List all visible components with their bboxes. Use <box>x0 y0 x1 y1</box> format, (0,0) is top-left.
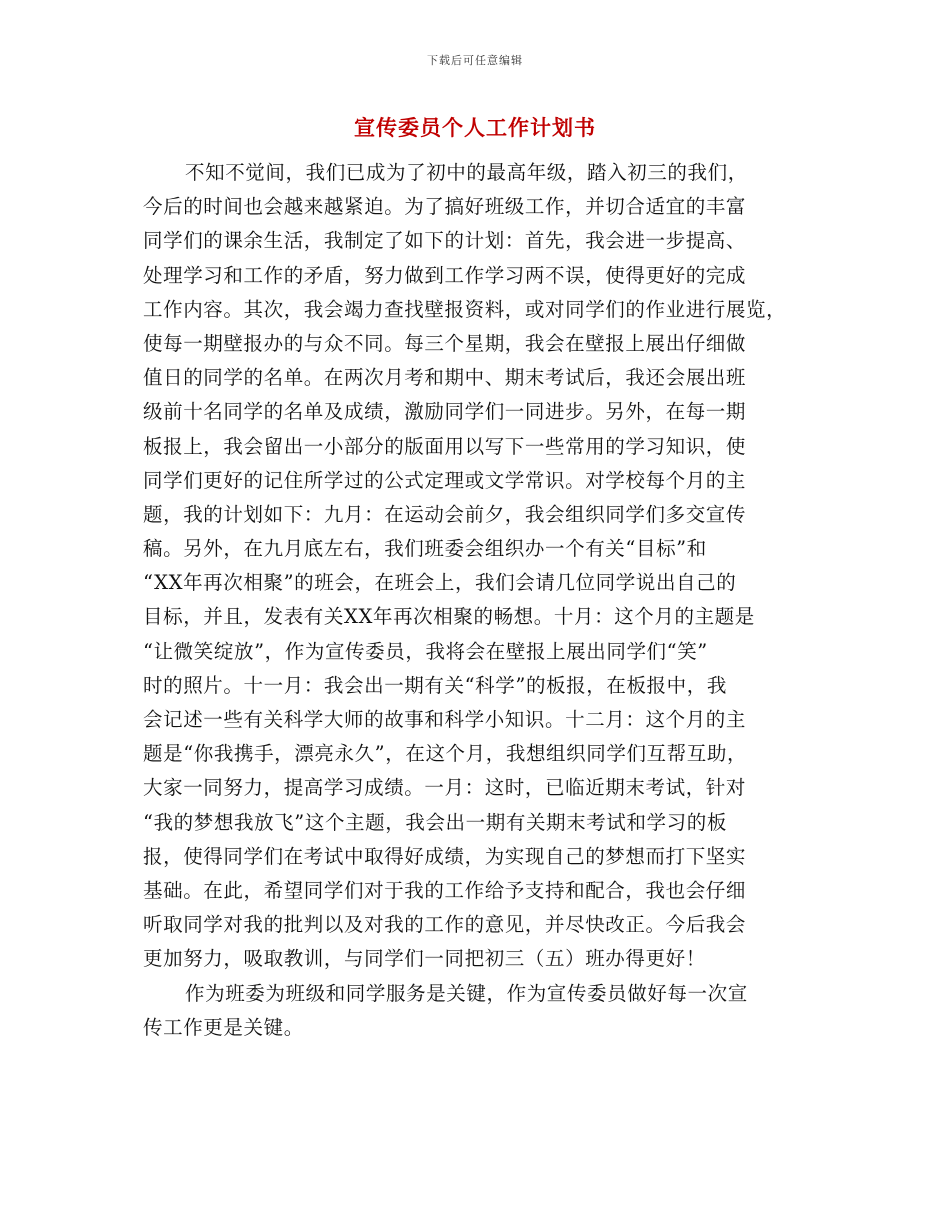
paragraph-1-line: 报，使得同学们在考试中取得好成绩，为实现自己的梦想而打下坚实 <box>143 844 747 868</box>
paragraph-1-line: 基础。在此，希望同学们对于我的工作给予支持和配合，我也会仔细 <box>143 878 747 902</box>
paragraph-2-line: 作为班委为班级和同学服务是关键，作为宣传委员做好每一次宣 <box>185 981 748 1005</box>
paragraph-1-line: 板报上，我会留出一小部分的版面用以写下一些常用的学习知识，使 <box>143 434 747 458</box>
paragraph-1-line: 时的照片。十一月：我会出一期有关“科学”的板报，在板报中，我 <box>143 673 727 697</box>
paragraph-1-line: 稿。另外，在九月底左右，我们班委会组织办一个有关“目标”和 <box>143 537 707 561</box>
paragraph-1-line: 值日的同学的名单。在两次月考和期中、期末考试后，我还会展出班 <box>143 366 747 390</box>
paragraph-1-line: 听取同学对我的批判以及对我的工作的意见，并尽快改正。今后我会 <box>143 913 747 937</box>
paragraph-1-line: 工作内容。其次，我会竭力查找壁报资料，或对同学们的作业进行展览， <box>143 297 787 321</box>
document-title: 宣传委员个人工作计划书 <box>354 115 596 140</box>
paragraph-1-line: 题，我的计划如下：九月：在运动会前夕，我会组织同学们多交宣传 <box>143 502 747 526</box>
paragraph-1-line: 使每一期壁报办的与众不同。每三个星期，我会在壁报上展出仔细做 <box>143 331 747 355</box>
paragraph-1-line: 级前十名同学的名单及成绩，激励同学们一同进步。另外，在每一期 <box>143 400 747 424</box>
paragraph-1-line: 会记述一些有关科学大师的故事和科学小知识。十二月：这个月的主 <box>143 708 747 731</box>
paragraph-1-line: 今后的时间也会越来越紧迫。为了搞好班级工作，并切合适宜的丰富 <box>143 195 747 219</box>
paragraph-1-line: 题是“你我携手，漂亮永久”，在这个月，我想组织同学们互帮互助， <box>143 742 748 766</box>
paragraph-1-line: “我的梦想我放飞”这个主题，我会出一期有关期末考试和学习的板 <box>143 810 727 834</box>
paragraph-1-line: 更加努力，吸取教训，与同学们一同把初三（五）班办得更好！ <box>143 947 706 971</box>
paragraph-1-line: 同学们的课余生活，我制定了如下的计划：首先，我会进一步提高、 <box>143 229 747 253</box>
paragraph-1-line: 大家一同努力，提高学习成绩。一月：这时，已临近期末考试，针对 <box>143 776 747 800</box>
paragraph-1-line: 不知不觉间，我们已成为了初中的最高年级，踏入初三的我们， <box>185 161 748 184</box>
paragraph-1-line: “让微笑绽放”，作为宣传委员，我将会在壁报上展出同学们“笑” <box>143 639 708 663</box>
document-body <box>143 156 823 1045</box>
paragraph-1-line: 处理学习和工作的矛盾，努力做到工作学习两不误，使得更好的完成 <box>143 263 747 287</box>
paragraph-1-line: “XX年再次相聚”的班会，在班会上，我们会请几位同学说出自己的 <box>143 571 737 595</box>
header-note: 下载后可任意编辑 <box>427 54 523 67</box>
paragraph-1-line: 同学们更好的记住所学过的公式定理或文学常识。对学校每个月的主 <box>143 468 747 492</box>
paragraph-2-line: 传工作更是关键。 <box>143 1015 304 1039</box>
paragraph-1-line: 目标，并且，发表有关XX年再次相聚的畅想。十月：这个月的主题是 <box>143 605 755 629</box>
